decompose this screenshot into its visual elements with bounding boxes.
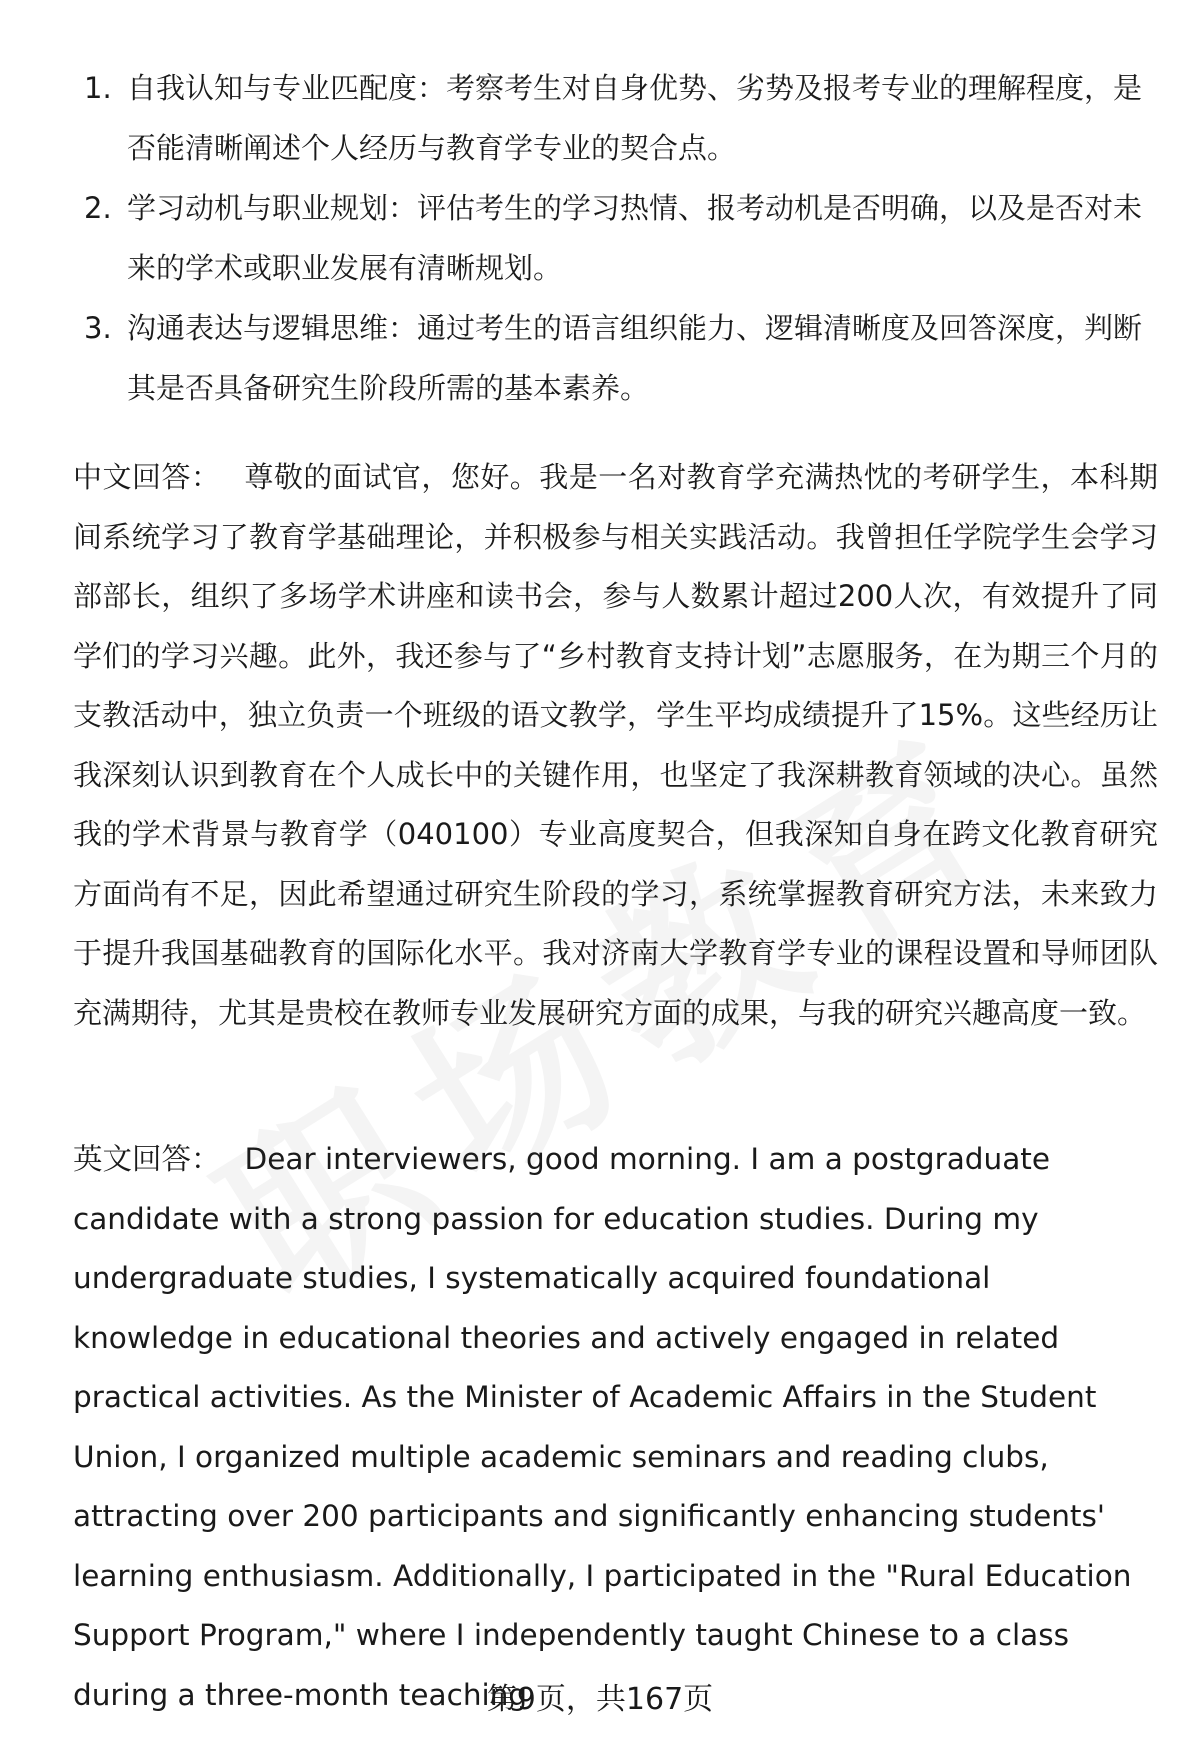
criteria-item: [0, 178, 1200, 298]
chinese-answer-paragraph: [73, 448, 1158, 1043]
page-number-footer: 第9页，共167页: [486, 1682, 714, 1717]
evaluation-criteria-list: [0, 58, 1200, 418]
criteria-number: 2.: [84, 191, 112, 225]
chinese-answer-text: 尊敬的面试官，您好。我是一名对教育学充满热忱的考研学生，本科期间系统学习了教育学基础理论，并积极参与相关实践活动。我曾担任学院学生会学习部部长，组织了多场学术讲座和读书会，参与人数累计超过200人次，有效提升了同学们的学习兴趣。此外，我还参与了“乡村教育支持计划”志愿服务，在为期三个月的支教活动中，独立负责一个班级的语文教学，学生平均成绩提升了15%。这些经历让我深刻认识到教育在个人成长中的关键作用，也坚定了我深耕教育领域的决心。虽然我的学术背景与教育学（040100）专业高度契合，但我深知自身在跨文化教育研究方面尚有不足，因此希望通过研究生阶段的学习，系统掌握教育研究方法，未来致力于提升我国基础教育的国际化水平。我对济南大学教育学专业的课程设置和导师团队充满期待，尤其是贵校在教师专业发展研究方面的成果，与我的研究兴趣高度一致。: [73, 460, 1158, 1030]
chinese-answer-label: 中文回答：: [73, 460, 221, 494]
criteria-text: 沟通表达与逻辑思维：通过考生的语言组织能力、逻辑清晰度及回答深度，判断其是否具备研究生阶段所需的基本素养。: [127, 311, 1143, 405]
criteria-item: [0, 58, 1200, 178]
criteria-text: 学习动机与职业规划：评估考生的学习热情、报考动机是否明确，以及是否对未来的学术或职业发展有清晰规划。: [127, 191, 1143, 285]
criteria-text: 自我认知与专业匹配度：考察考生对自身优势、劣势及报考专业的理解程度，是否能清晰阐述个人经历与教育学专业的契合点。: [127, 71, 1143, 165]
english-answer-paragraph: [73, 1130, 1158, 1725]
english-answer-text: Dear interviewers, good morning. I am a postgraduate candidate with a strong passion for education studies. During my undergraduate studies, I systematically acquired foundational knowledge in educational theories and actively engaged in related practical activities. As the Minister of Academic Affairs in the Student Union, I organized multiple academic seminars and reading clubs, attracting over 200 participants and significantly enhancing students' learning enthusiasm. Additionally, I participated in the "Rural Education Support Program," where I independently taught Chinese to a class during a three-month teaching: [73, 1142, 1132, 1712]
english-answer-label: 英文回答：: [73, 1142, 221, 1176]
criteria-item: [0, 298, 1200, 418]
criteria-number: 1.: [84, 71, 112, 105]
criteria-number: 3.: [84, 311, 112, 345]
